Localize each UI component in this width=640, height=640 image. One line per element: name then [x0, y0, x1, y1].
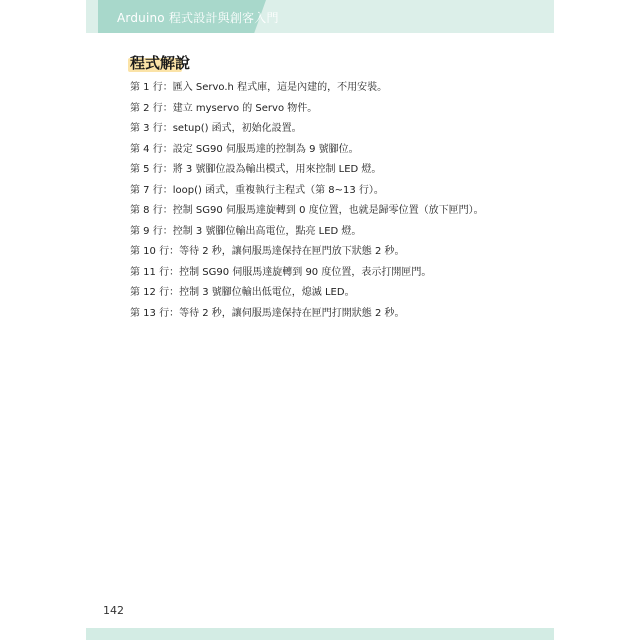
explanation-line-13: 第 13 行：等待 2 秒，讓伺服馬達保持在匣門打開狀態 2 秒。 [130, 307, 405, 319]
explanation-line-12: 第 12 行：控制 3 號腳位輸出低電位，熄滅 LED。 [130, 287, 355, 298]
section-title: 程式解說 [130, 54, 191, 72]
explanation-line-7: 第 7 行：loop() 函式，重複執行主程式（第 8~13 行）。 [130, 184, 384, 196]
explanation-line-8: 第 8 行：控制 SG90 伺服馬達旋轉到 0 度位置，也就是歸零位置（放下匣門）。 [130, 205, 484, 216]
footer-band [86, 628, 554, 640]
explanation-line-10: 第 10 行：等待 2 秒，讓伺服馬達保持在匣門放下狀態 2 秒。 [130, 246, 405, 257]
explanation-line-3: 第 3 行：setup() 函式，初始化設置。 [130, 123, 302, 134]
page-number: 142 [103, 604, 124, 617]
running-header-title: Arduino 程式設計與創客入門 [117, 11, 279, 25]
explanation-line-11: 第 11 行：控制 SG90 伺服馬達旋轉到 90 度位置，表示打開匣門。 [130, 266, 432, 278]
code-explanation-list [130, 78, 484, 324]
explanation-line-2: 第 2 行：建立 myservo 的 Servo 物件。 [130, 102, 318, 114]
explanation-line-9: 第 9 行：控制 3 號腳位輸出高電位，點亮 LED 燈。 [130, 225, 362, 237]
explanation-line-1: 第 1 行：匯入 Servo.h 程式庫，這是內建的，不用安裝。 [130, 82, 388, 93]
explanation-line-5: 第 5 行：將 3 號腳位設為輸出模式，用來控制 LED 燈。 [130, 164, 382, 175]
explanation-line-4: 第 4 行：設定 SG90 伺服馬達的控制為 9 號腳位。 [130, 143, 359, 155]
